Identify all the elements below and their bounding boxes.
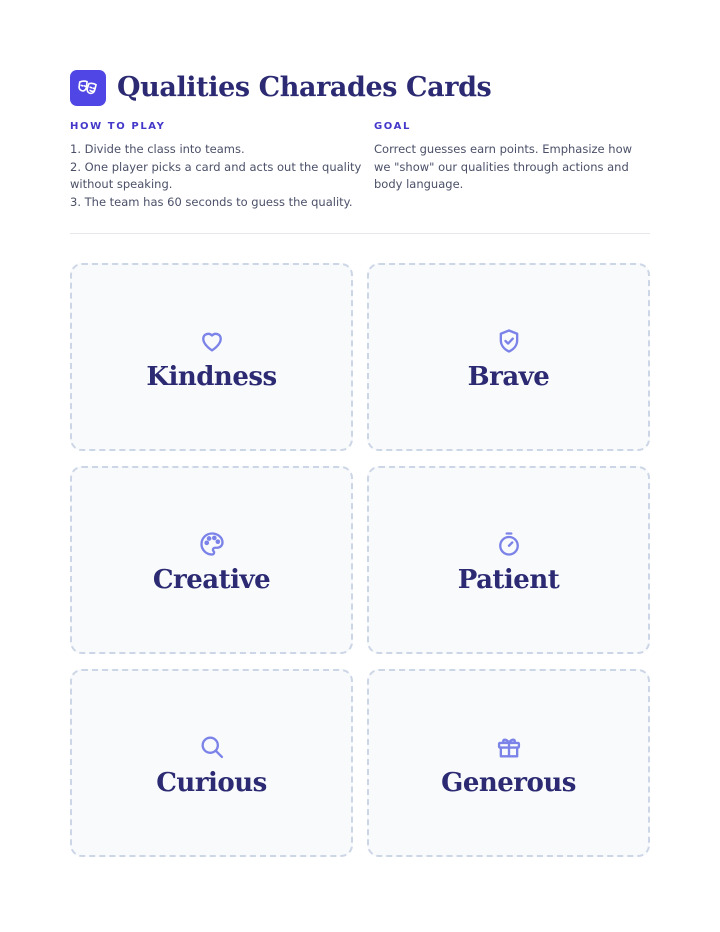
search-icon [197,732,227,762]
card-label: Curious [156,768,267,798]
card-label: Patient [457,565,560,595]
section-divider [70,233,650,234]
shield-check-icon [494,326,524,356]
page-header [70,70,650,106]
palette-icon [197,529,227,559]
how-to-play-steps [70,141,374,211]
theater-masks-icon [70,70,106,106]
page-title: Qualities Charades Cards [117,72,492,103]
goal-heading: GOAL [374,121,411,132]
card-brave[interactable] [367,263,650,451]
step-1: 1. Divide the class into teams. [70,142,245,156]
how-to-play-column [70,121,374,211]
card-generous[interactable] [367,669,650,857]
card-patient[interactable] [367,466,650,654]
goal-text: Correct guesses earn points. Emphasize how we "show" our qualities through actions and body language. [374,142,633,191]
card-label: Kindness [146,362,277,392]
card-creative[interactable] [70,466,353,654]
card-label: Brave [467,362,550,392]
step-3: 3. The team has 60 seconds to guess the quality. [70,194,353,209]
instructions-section [70,121,650,211]
goal-column [374,121,650,211]
card-label: Creative [152,565,271,595]
gift-icon [494,732,524,762]
charades-cards-grid [70,263,650,857]
card-label: Generous [441,768,576,798]
card-curious[interactable] [70,669,353,857]
stopwatch-icon [494,529,524,559]
card-kindness[interactable] [70,263,353,451]
step-2: 2. One player picks a card and acts out the quality without speaking. [70,159,362,191]
how-to-play-heading: HOW TO PLAY [70,121,166,132]
heart-icon [197,326,227,356]
